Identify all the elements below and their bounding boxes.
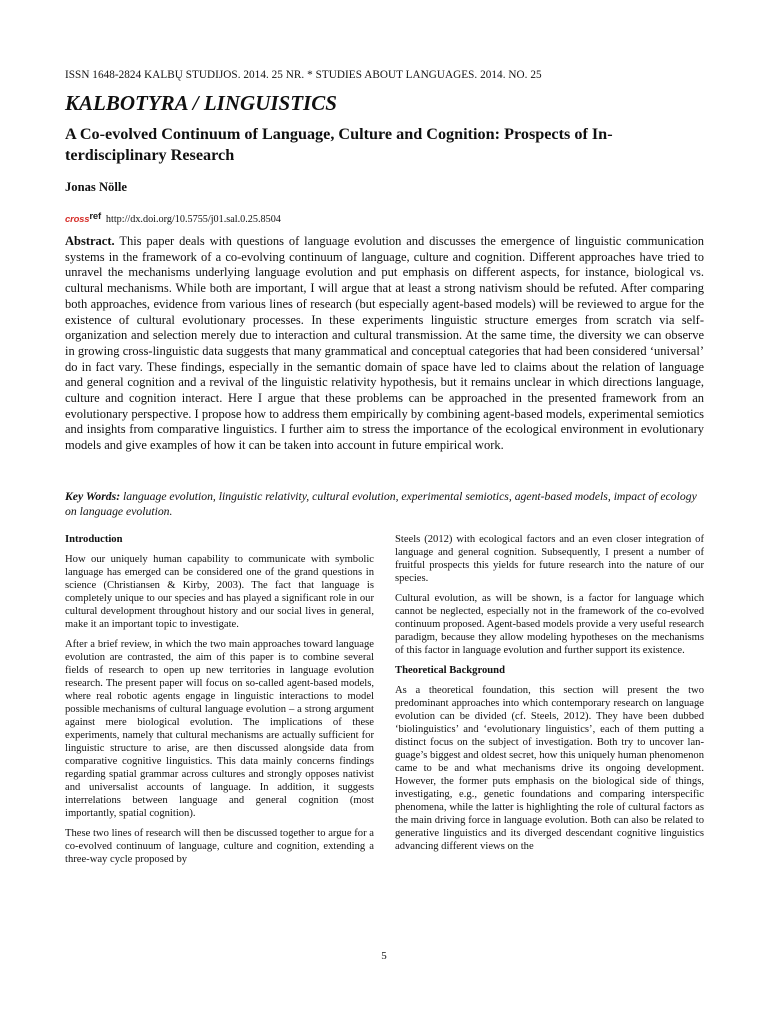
theoretical-background-heading: Theoretical Background <box>395 665 505 676</box>
abstract-label: Abstract. <box>65 234 115 248</box>
paragraph: As a theoretical foundation, this section will present the two predominant approaches into which contemporary research on language evolution can be divided (cf. Steels, 2012). They have been dubbed ‘biolinguistics’ and ‘evolutionary linguistics’, each of them putting a distinct focus on the subject of investigation. Both try to uncover language’s biggest and oldest secret, how this uniquely human phenomenon came to be and what mechanisms drive its ongoing development. However, the former puts emphasis on the biological side of things, investigating, e.g., genetic foundations and comparing interspecific phenomena, while the latter is highlighting the role of cultural factors as the main driving force in language evolution. Both can also be related to generative linguistics and its diverged descendant cognitive linguistics advancing different views on the <box>395 685 704 852</box>
introduction-heading: Introduction <box>65 534 123 545</box>
page-number: 5 <box>381 950 387 962</box>
section-label: KALBOTYRA / LINGUISTICS <box>65 91 337 115</box>
paragraph: Steels (2012) with ecological factors and an even closer integration of language and general cognition. Subsequently, I present a number of fruitful prospects this yields for future research into the nature of our species. <box>395 534 704 584</box>
keywords-label: Key Words: <box>65 490 121 503</box>
paragraph: After a brief review, in which the two main approaches toward language evolution are contrasted, the aim of this paper is to combine several fields of research to open up new territories in language evolution research. The present paper will focus on so-called agent-based models, where real robotic agents engage in linguistic interactions to model possible mechanisms of cultural language evolution – a strong argument against mere biological evolution. The implications of these experiments, namely that cultural mechanisms are actually sufficient for linguistic structure to arise, are then discussed alongside data from comparative cognitive linguistics. This data mainly concerns findings regarding spatial grammar across cultures and strongly opposes nativist and universalist accounts of language. In addition, it suggests interrelations between language and general cognition (most importantly, spatial cognition). <box>65 639 374 819</box>
abstract <box>65 234 704 454</box>
left-column <box>65 533 374 873</box>
doi-row <box>65 211 281 227</box>
right-column <box>395 533 704 860</box>
journal-header: ISSN 1648-2824 KALBŲ STUDIJOS. 2014. 25 NR. * STUDIES ABOUT LANGUAGES. 2014. NO. 25 <box>65 69 542 81</box>
crossref-logo-icon: crossref <box>65 210 101 225</box>
doi-link[interactable]: http://dx.doi.org/10.5755/j01.sal.0.25.8504 <box>105 213 281 225</box>
paragraph: How our uniquely human capability to communicate with symbolic language has emerged can be considered one of the grand questions in science (Christiansen & Kirby, 2003). The fact that language is completely unique to our species and has played a significant role in our cultural development throughout history and our social lives in general, make it an important topic to investigate. <box>65 554 374 630</box>
paper-title: A Co-evolved Continuum of Language, Culture and Cognition: Prospects of Interdisciplinary Research <box>65 125 613 164</box>
keywords <box>65 489 704 520</box>
paragraph: These two lines of research will then be discussed together to argue for a co-evolved continuum of language, culture and cognition, extending a three-way cycle proposed by <box>65 828 374 865</box>
keywords-text: language evolution, linguistic relativity, cultural evolution, experimental semiotics, agent-based models, impact of ecology on language evolution. <box>65 490 697 519</box>
paragraph: Cultural evolution, as will be shown, is a factor for language which cannot be neglected, especially not in the framework of the co-evolved continuum proposed. Agent-based models provide a very useful research paradigm, because they allow modeling hypotheses on the mechanisms of this factor in language evolution and further support its existence. <box>395 593 704 656</box>
author-name: Jonas Nölle <box>65 180 127 194</box>
abstract-text: This paper deals with questions of language evolution and discusses the emergence of linguistic communication systems in the framework of a co-evolving continuum of language, culture and cognition. Different approaches have tried to unravel the mechanisms underlying language evolution and put emphasis on different aspects, for instance, biological vs. cultural mechanisms. While both are important, I will argue that at least a strong nativism should be refuted. After comparing both approaches, evidence from various lines of research (but especially agent-based models) will be reviewed to argue for the existence of cultural evolutionary processes. In these experiments linguistic structure emerges from scratch via self-organization and selection merely due to interaction and cultural transmission. At the same time, the diversity we can observe in growing cross-linguistic data suggests that many grammatical and conceptual categories that had been considered ‘universal’ do in fact vary. These findings, especially in the semantic domain of space have led to claims about the relation of language and general cognition and a revival of the linguistic relativity hypothesis, but it remains unclear in which directions language, culture and cognition interact. Here I argue that these problems can be approached in the presented framework from an evolutionary perspective. I propose how to address them empirically by combining agent-based models, experimental semiotics and insights from comparative linguistics. I further aim to stress the importance of the ecological environment in evolutionary models and give examples of how it can be taken into account in future empirical work. <box>65 234 704 453</box>
